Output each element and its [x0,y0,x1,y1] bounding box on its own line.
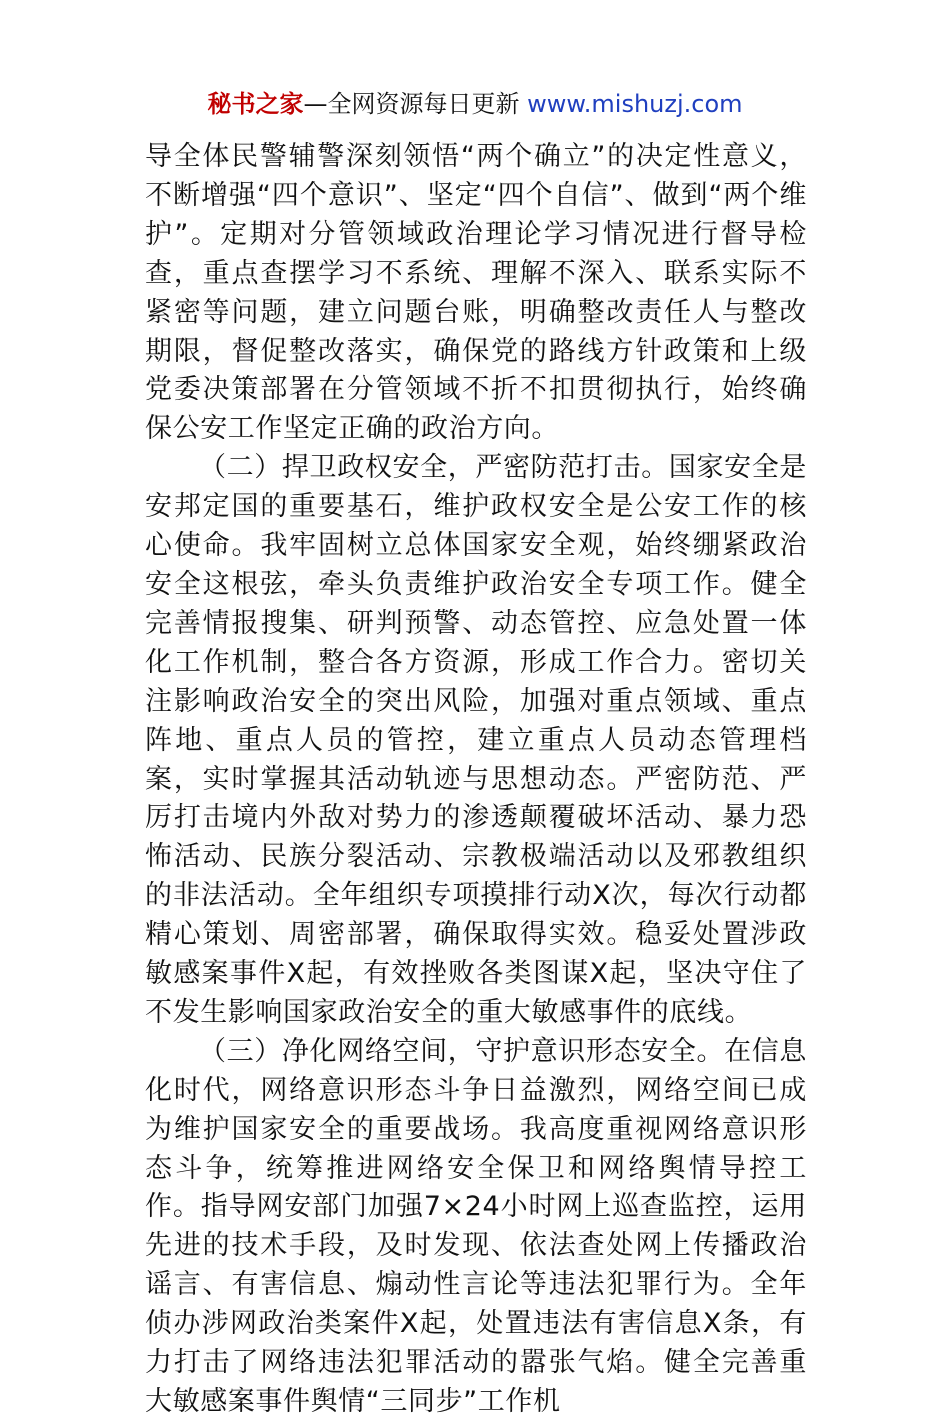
document-body [145,138,807,1422]
site-name: 秘书之家 [207,90,304,118]
paragraph-section-3: （三）净化网络空间，守护意识形态安全。在信息化时代，网络意识形态斗争日益激烈，网络空间已成为维护国家安全的重要战场。我高度重视网络意识形态斗争，统筹推进网络安全保卫和网络舆情导控工作。指导网安部门加强7×24小时网上巡查监控，运用先进的技术手段，及时发现、依法查处网上传播政治谣言、有害信息、煽动性言论等违法犯罪行为。全年侦办涉网政治类案件X起，处置违法有害信息X条，有力打击了网络违法犯罪活动的嚣张气焰。健全完善重大敏感案事件舆情“三同步”工作机 [145,1035,807,1417]
paragraph-section-2: （二）捍卫政权安全，严密防范打击。国家安全是安邦定国的重要基石，维护政权安全是公安工作的核心使命。我牢固树立总体国家安全观，始终绷紧政治安全这根弦，牵头负责维护政治安全专项工作。健全完善情报搜集、研判预警、动态管控、应急处置一体化工作机制，整合各方资源，形成工作合力。密切关注影响政治安全的突出风险，加强对重点领域、重点阵地、重点人员的管控，建立重点人员动态管理档案，实时掌握其活动轨迹与思想动态。严密防范、严厉打击境内外敌对势力的渗透颠覆破坏活动、暴力恐怖活动、民族分裂活动、宗教极端活动以及邪教组织的非法活动。全年组织专项摸排行动X次，每次行动都精心策划、周密部署，确保取得实效。稳妥处置涉政敏感案事件X起，有效挫败各类图谋X起，坚决守住了不发生影响国家政治安全的重大敏感事件的底线。 [145,452,807,1028]
site-tagline: —全网资源每日更新 [303,90,520,118]
site-url-link[interactable]: www.mishuzj.com [527,90,743,118]
paragraph-continued: 导全体民警辅警深刻领悟“两个确立”的决定性意义，不断增强“四个意识”、坚定“四个自信”、做到“两个维护”。定期对分管领域政治理论学习情况进行督导检查，重点查摆学习不系统、理解不深入、联系实际不紧密等问题，建立问题台账，明确整改责任人与整改期限，督促整改落实，确保党的路线方针政策和上级党委决策部署在分管领域不折不扣贯彻执行，始终确保公安工作坚定正确的政治方向。 [145,141,807,445]
site-header-banner [0,86,950,122]
